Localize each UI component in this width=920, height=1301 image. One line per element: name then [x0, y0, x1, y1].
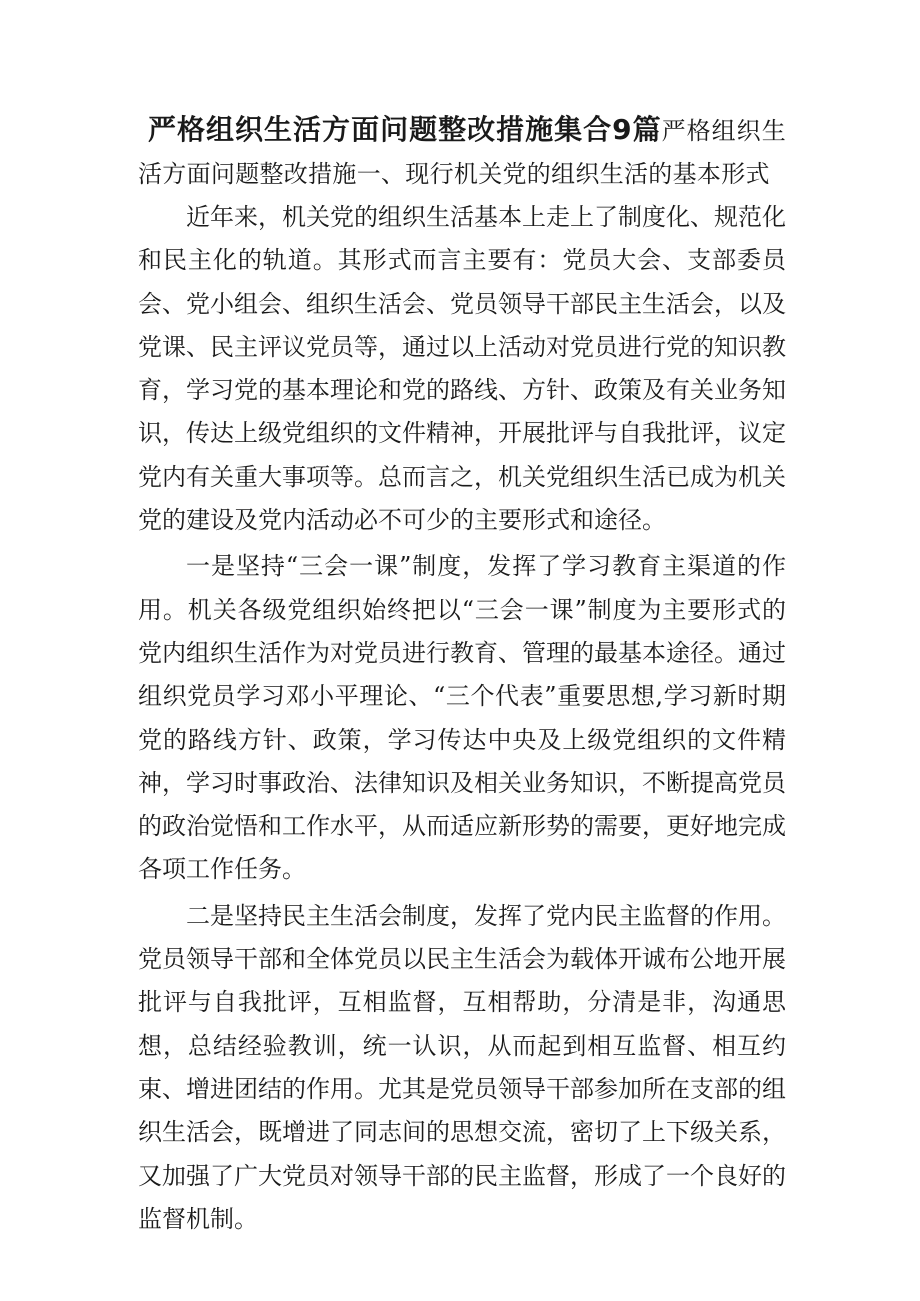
document-heading: [138, 108, 786, 196]
document-title: 严格组织生活方面问题整改措施集合9篇: [148, 113, 662, 146]
document-title-tail: 严格组织生活方面问题整改措施一、现行机关党的组织生活的基本形式: [138, 117, 786, 188]
paragraph-3: 二是坚持民主生活会制度，发挥了党内民主监督的作用。党员领导干部和全体党员以民主生活会为载体开诚布公地开展批评与自我批评，互相监督，互相帮助，分清是非，沟通思想，总结经验教训，统一认识，从而起到相互监督、相互约束、增进团结的作用。尤其是党员领导干部参加所在支部的组织生活会，既增进了同志间的思想交流，密切了上下级关系，又加强了广大党员对领导干部的民主监督，形成了一个良好的监督机制。: [138, 901, 786, 1233]
paragraph-1: 近年来，机关党的组织生活基本上走上了制度化、规范化和民主化的轨道。其形式而言主要有：党员大会、支部委员会、党小组会、组织生活会、党员领导干部民主生活会，以及党课、民主评议党员等，通过以上活动对党员进行党的知识教育，学习党的基本理论和党的路线、方针、政策及有关业务知识，传达上级党组织的文件精神，开展批评与自我批评，议定党内有关重大事项等。总而言之，机关党组织生活已成为机关党的建设及党内活动必不可少的主要形式和途径。: [138, 203, 786, 535]
paragraph-2: 一是坚持“三会一课”制度，发挥了学习教育主渠道的作用。机关各级党组织始终把以“三会一课”制度为主要形式的党内组织生活作为对党员进行教育、管理的最基本途径。通过组织党员学习邓小平理论、“三个代表”重要思想,学习新时期党的路线方针、政策，学习传达中央及上级党组织的文件精神，学习时事政治、法律知识及相关业务知识，不断提高党员的政治觉悟和工作水平，从而适应新形势的需要，更好地完成各项工作任务。: [138, 552, 786, 884]
document-page: [138, 108, 786, 1241]
